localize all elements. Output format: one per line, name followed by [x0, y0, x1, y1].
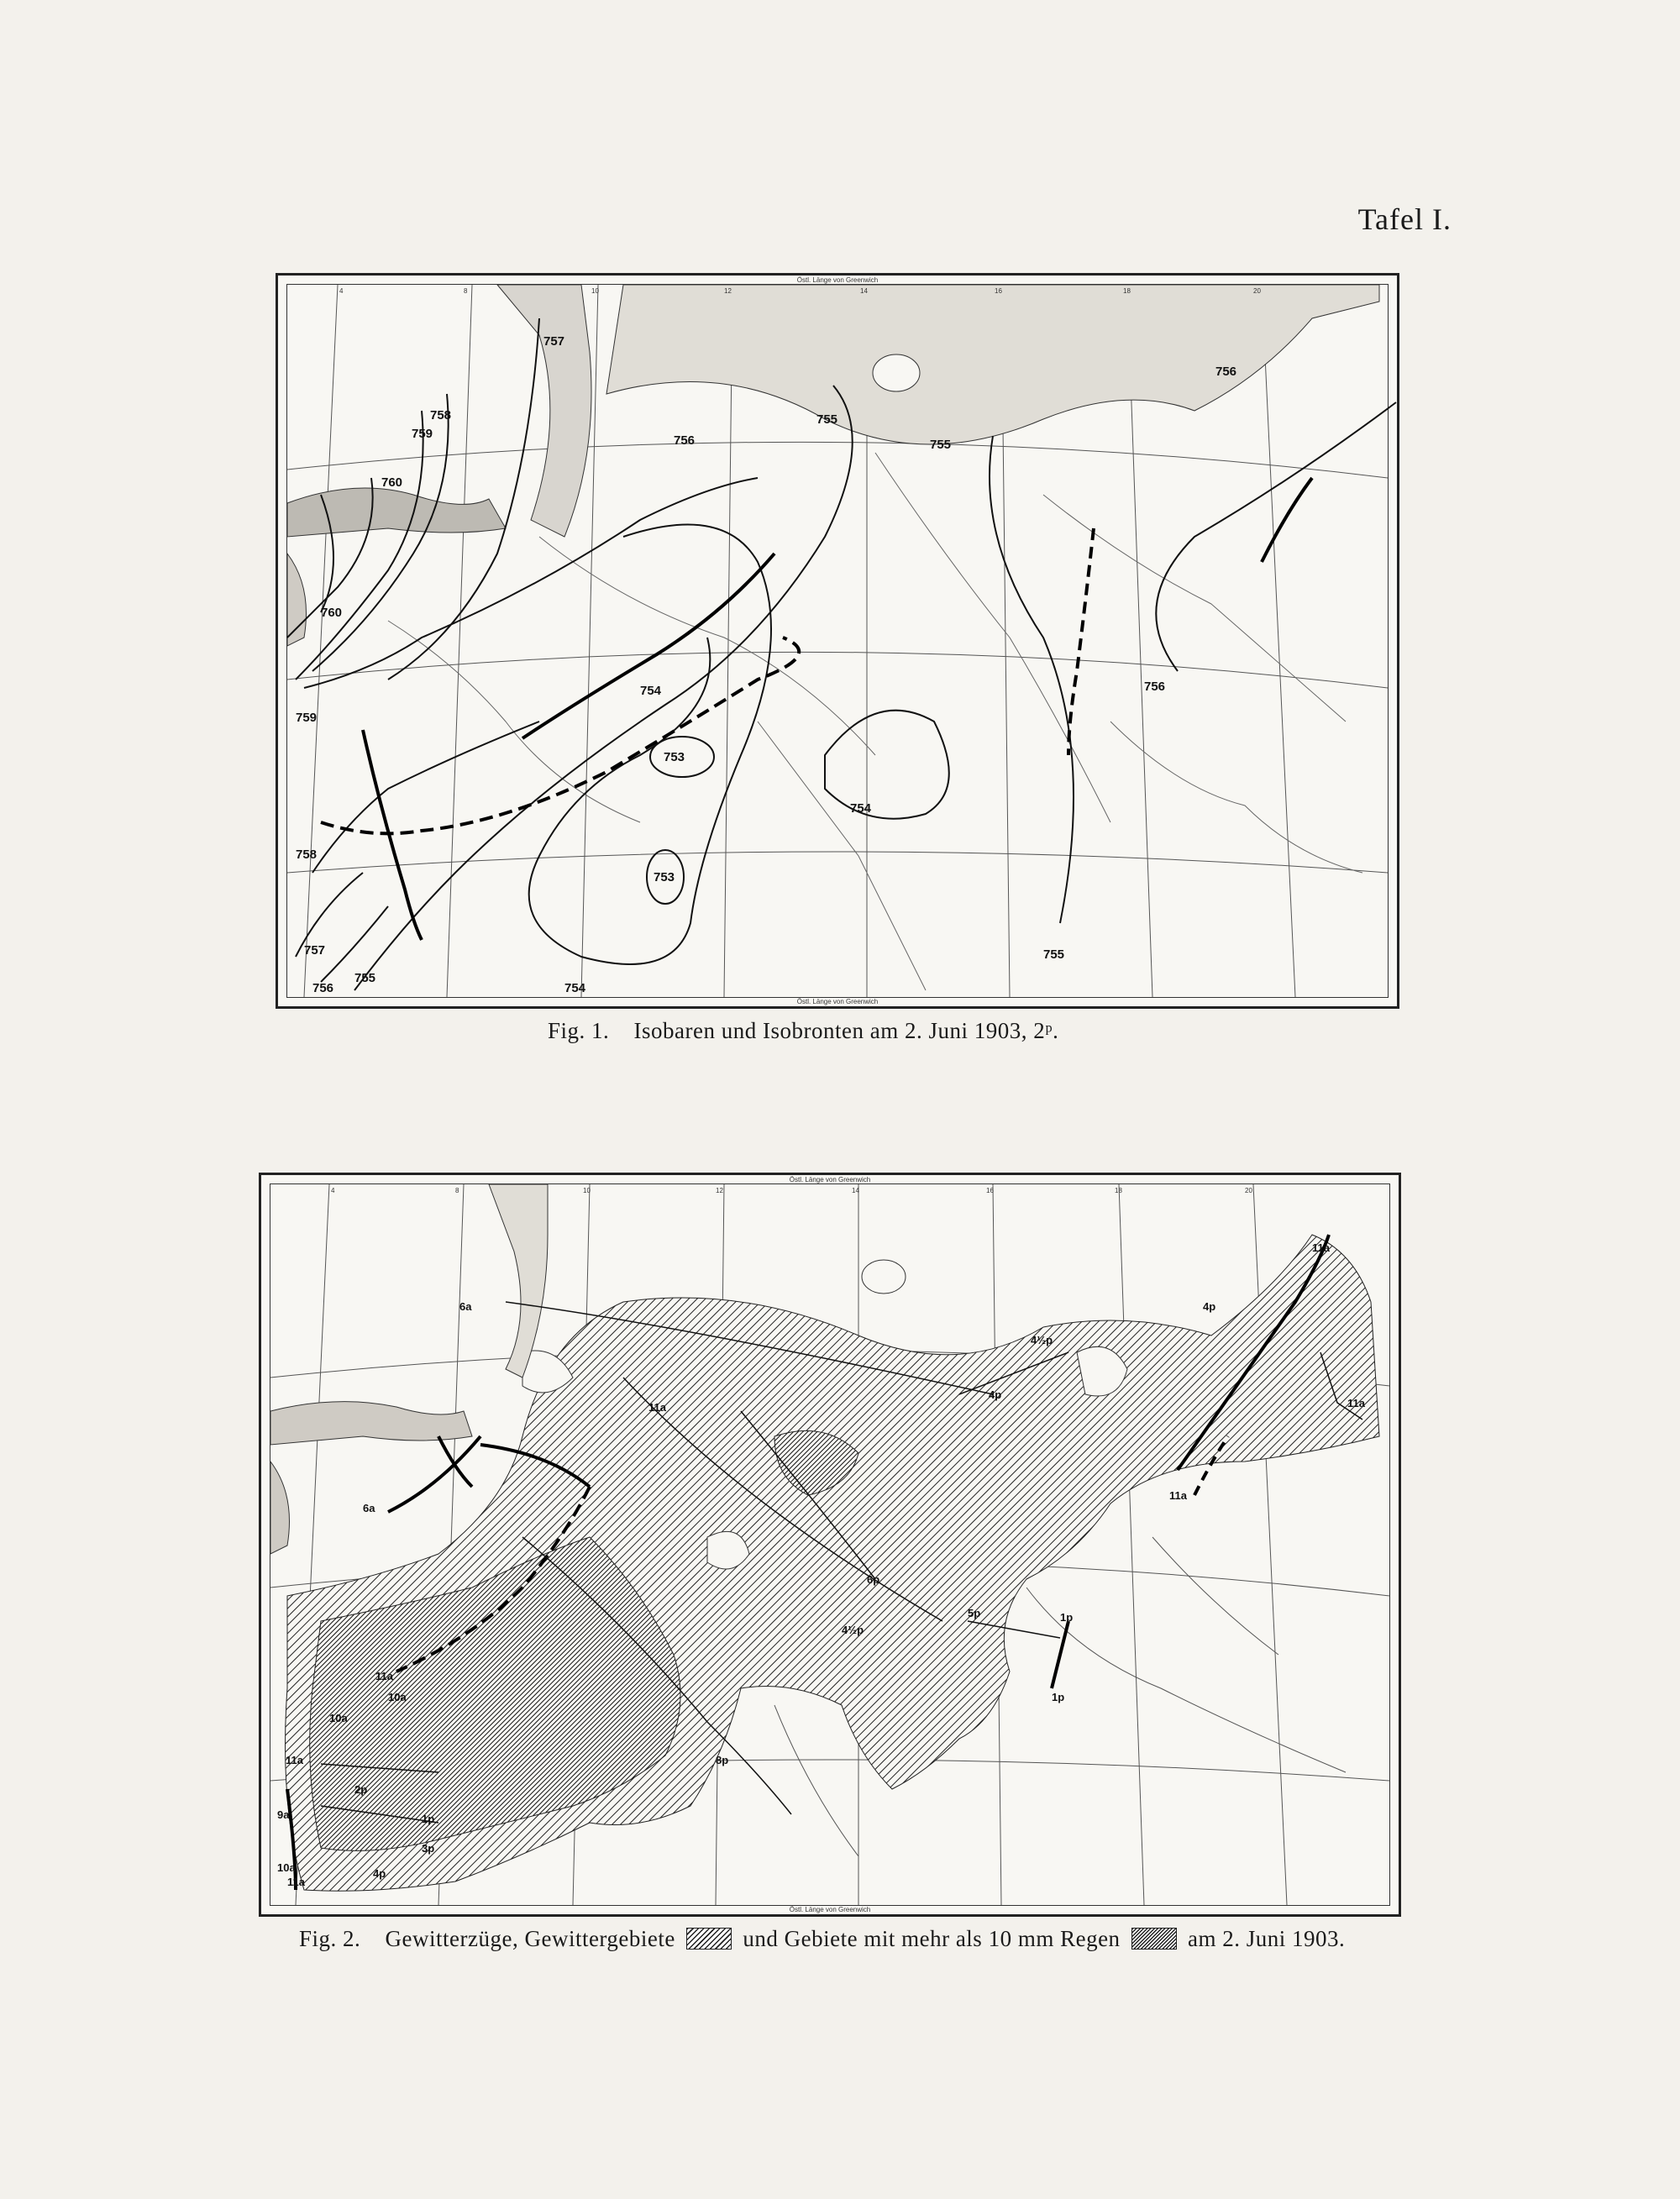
- isobar-label: 753: [664, 750, 685, 764]
- longitude-note-bottom: Östl. Länge von Greenwich: [789, 1906, 871, 1913]
- figure2-map: [259, 1173, 1401, 1917]
- isobar-label: 755: [930, 438, 952, 452]
- isobar-label: 760: [381, 475, 403, 490]
- time-label: 10a: [277, 1861, 296, 1874]
- svg-text:14: 14: [860, 287, 868, 295]
- time-label: 1p: [422, 1813, 435, 1825]
- isobar-label: 759: [296, 711, 318, 725]
- svg-text:4: 4: [331, 1187, 335, 1194]
- time-label: 11a: [1312, 1241, 1330, 1254]
- figure1-caption-text: Isobaren und Isobronten am 2. Juni 1903, 2ᵖ.: [633, 1018, 1059, 1043]
- time-label: 9a: [277, 1808, 290, 1821]
- svg-text:18: 18: [1115, 1187, 1122, 1194]
- isobar-label: 759: [412, 427, 433, 441]
- graticule-labels: [331, 1187, 1252, 1194]
- time-label: 11a: [287, 1876, 305, 1888]
- rain-area-swatch: [1131, 1928, 1177, 1950]
- time-label: 5p: [968, 1607, 981, 1619]
- isobar-label: 757: [304, 943, 326, 958]
- time-label: 11a: [286, 1754, 303, 1766]
- time-label: 11a: [1169, 1489, 1187, 1502]
- svg-text:12: 12: [716, 1187, 723, 1194]
- time-label: 11a: [375, 1670, 393, 1682]
- isobar-label: 757: [543, 334, 565, 349]
- svg-text:10: 10: [591, 287, 599, 295]
- svg-text:16: 16: [986, 1187, 994, 1194]
- isobar-label: 755: [816, 412, 838, 427]
- isobar-label: 756: [674, 433, 696, 448]
- time-label: 2p: [354, 1783, 368, 1796]
- time-label: 6p: [867, 1573, 880, 1586]
- figure2-caption: [299, 1926, 1345, 1952]
- isobar-label: 756: [1144, 680, 1166, 694]
- isobar-labels: [296, 334, 1236, 995]
- rivers: [388, 453, 1362, 990]
- figure1-map: [276, 273, 1399, 1009]
- svg-text:10: 10: [583, 1187, 591, 1194]
- svg-text:20: 20: [1253, 287, 1261, 295]
- isobar-label: 754: [640, 684, 662, 698]
- isobar-label: 754: [564, 981, 586, 995]
- figure2-map-area: [270, 1176, 1390, 1913]
- time-label: 6a: [363, 1502, 375, 1514]
- figure1-caption: [548, 1018, 1058, 1044]
- time-label: 4p: [989, 1388, 1002, 1401]
- time-label: 4½p: [1031, 1334, 1053, 1346]
- storm-area-swatch: [686, 1928, 732, 1950]
- isobar-label: 755: [354, 971, 376, 985]
- svg-text:14: 14: [852, 1187, 859, 1194]
- svg-text:20: 20: [1245, 1187, 1252, 1194]
- svg-text:4: 4: [339, 287, 344, 295]
- figure2-number: Fig. 2.: [299, 1926, 361, 1951]
- isobar-label: 756: [312, 981, 334, 995]
- svg-text:8: 8: [455, 1187, 459, 1194]
- figure1-svg: [287, 285, 1388, 997]
- isobar-label: 753: [654, 870, 675, 884]
- time-label: 11a: [1347, 1397, 1365, 1409]
- figure1-number: Fig. 1.: [548, 1018, 610, 1043]
- isobar-label: 755: [1043, 947, 1065, 962]
- time-label: 8p: [716, 1754, 729, 1766]
- isobronten: [321, 478, 1312, 940]
- time-label: 6a: [459, 1300, 472, 1313]
- storm-areas: [286, 1235, 1380, 1891]
- figure1-map-area: [286, 276, 1389, 1005]
- time-label: 10a: [329, 1712, 348, 1724]
- longitude-note-bottom: Östl. Länge von Greenwich: [796, 998, 879, 1005]
- svg-text:16: 16: [995, 287, 1002, 295]
- time-label: 4p: [373, 1867, 386, 1880]
- coastline: [287, 285, 1379, 646]
- svg-text:12: 12: [724, 287, 732, 295]
- svg-text:18: 18: [1123, 287, 1131, 295]
- isobar-label: 758: [296, 848, 318, 862]
- figure2-caption-part3: am 2. Juni 1903.: [1188, 1926, 1346, 1951]
- isobar-label: 758: [430, 408, 452, 422]
- svg-text:8: 8: [464, 287, 468, 295]
- plate-title: Tafel I.: [1357, 202, 1452, 236]
- figure2-caption-part1: Gewitterzüge, Gewittergebiete: [385, 1926, 675, 1951]
- isobar-label: 754: [850, 801, 872, 816]
- isobar-label: 760: [321, 606, 343, 620]
- time-label: 3p: [422, 1842, 435, 1855]
- longitude-note-top: Östl. Länge von Greenwich: [789, 1176, 871, 1183]
- longitude-note-top: Östl. Länge von Greenwich: [796, 276, 879, 284]
- time-label: 1p: [1052, 1691, 1065, 1703]
- figure2-svg: [270, 1184, 1389, 1905]
- figure2-caption-part2: und Gebiete mit mehr als 10 mm Regen: [743, 1926, 1121, 1951]
- time-label: 4½p: [842, 1624, 864, 1636]
- isobar-label: 756: [1215, 365, 1237, 379]
- time-label: 4p: [1203, 1300, 1216, 1313]
- time-label: 11a: [648, 1401, 666, 1414]
- time-label: 10a: [388, 1691, 407, 1703]
- time-label: 1p: [1060, 1611, 1074, 1624]
